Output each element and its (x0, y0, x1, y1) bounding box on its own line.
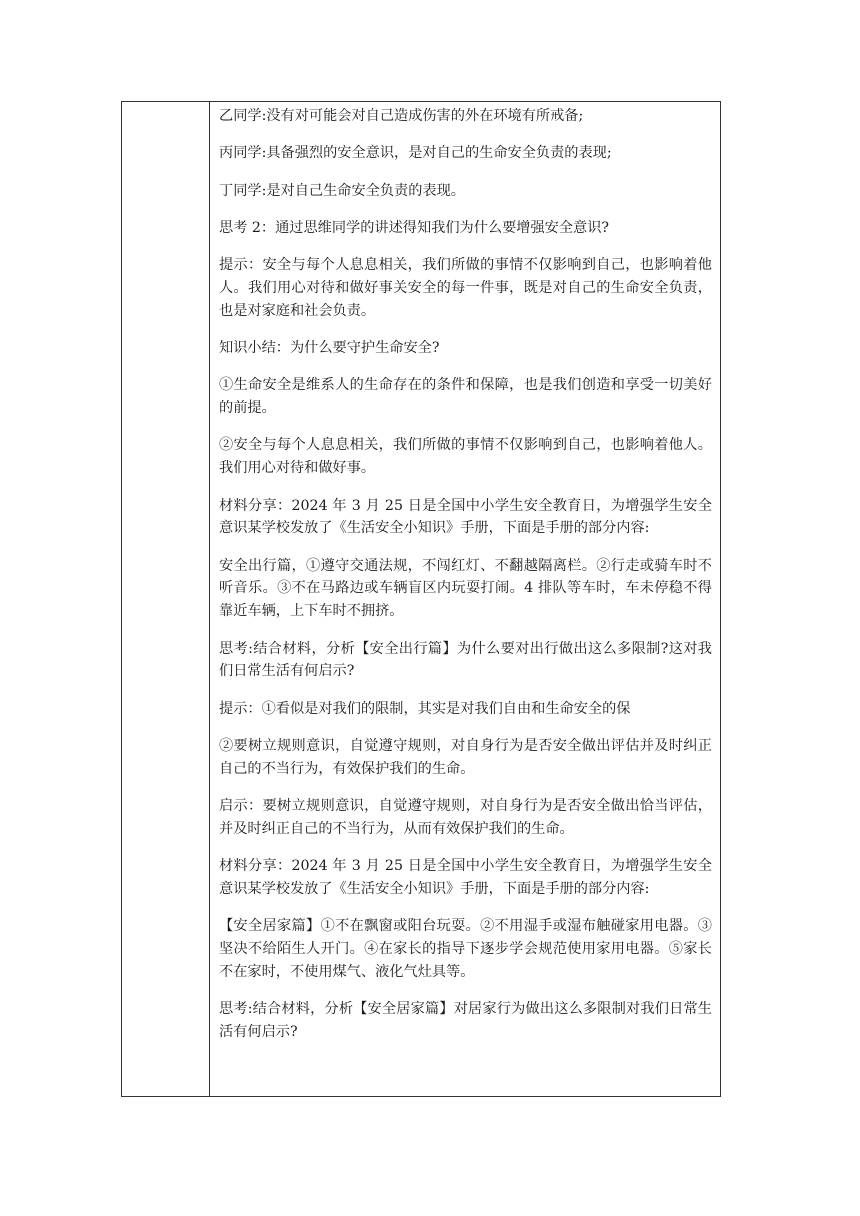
paragraph-summary-point-2: ②安全与每个人息息相关，我们所做的事情不仅影响到自己，也影响着他人。我们用心对待和做好事。 (219, 437, 712, 477)
table-content-cell (211, 102, 720, 1096)
paragraph-safe-home: 【安全居家篇】①不在飘窗或阳台玩耍。②不用湿手或湿布触碰家用电器。③坚决不给陌生人开门。④在家长的指导下逐步学会规范使用家用电器。⑤家长不在家时，不使用煤气、液化气灶具等。 (219, 918, 712, 980)
paragraph-inspiration: 启示：要树立规则意识，自觉遵守规则，对自身行为是否安全做出恰当评估，并及时纠正自己的不当行为，从而有效保护我们的生命。 (219, 798, 712, 837)
paragraph-student-ding: 丁同学:是对自己生命安全负责的表现。 (219, 182, 465, 199)
lesson-table (121, 101, 721, 1097)
paragraph-student-bing: 丙同学:具备强烈的安全意识，是对自己的生命安全负责的表现; (219, 145, 612, 162)
paragraph-material-share-2: 材料分享：2024 年 3 月 25 日是全国中小学生安全教育日，为增强学生安全意识某学校发放了《生活安全小知识》手册，下面是手册的部分内容: (219, 858, 712, 897)
paragraph-hint-1: 提示：安全与每个人息息相关，我们所做的事情不仅影响到自己，也影响着他人。我们用心对待和做好事关安全的每一件事，既是对自己的生命安全负责，也是对家庭和社会负责。 (219, 257, 712, 319)
paragraph-safe-travel: 安全出行篇，①遵守交通法规，不闯红灯、不翻越隔离栏。②行走或骑车时不听音乐。③不在马路边或车辆盲区内玩耍打闹。4 排队等车时，车未停稳不得靠近车辆，上下车时不拥挤。 (219, 557, 712, 620)
paragraph-hint-3: ②要树立规则意识，自觉遵守规则，对自身行为是否安全做出评估并及时纠正自己的不当行为，有效保护我们的生命。 (219, 737, 712, 777)
paragraph-think-home: 思考:结合材料，分析【安全居家篇】对居家行为做出这么多限制对我们日常生活有何启示? (219, 1001, 712, 1040)
paragraph-student-yi: 乙同学:没有对可能会对自己造成伤害的外在环境有所戒备; (219, 108, 584, 124)
paragraph-hint-2: 提示：①看似是对我们的限制，其实是对我们自由和生命安全的保 (219, 700, 631, 717)
paragraph-think-travel: 思考:结合材料，分析【安全出行篇】为什么要对出行做出这么多限制?这对我们日常生活有何启示? (219, 640, 712, 680)
table-left-column (122, 102, 210, 1096)
paragraph-material-share-1: 材料分享：2024 年 3 月 25 日是全国中小学生安全教育日，为增强学生安全意识某学校发放了《生活安全小知识》手册，下面是手册的部分内容: (219, 497, 712, 537)
paragraph-think-2: 思考 2：通过思维同学的讲述得知我们为什么要增强安全意识? (219, 219, 610, 236)
paragraph-summary-point-1: ①生命安全是维系人的生命存在的条件和保障，也是我们创造和享受一切美好的前提。 (219, 377, 712, 417)
paragraph-summary-title: 知识小结：为什么要守护生命安全? (219, 340, 440, 357)
